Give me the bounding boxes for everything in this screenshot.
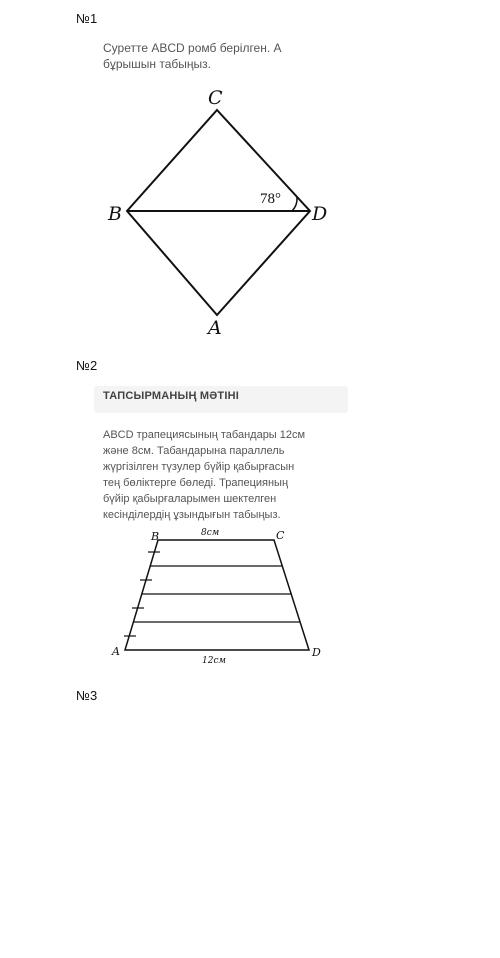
task-text-header [94, 386, 348, 413]
task-text-header-label: ТАПСЫРМАНЫҢ МӘТІНІ [103, 390, 239, 402]
task-2-text-line: және 8см. Табандарына параллель [103, 445, 285, 457]
task-2-text-line: тең бөліктерге бөледі. Трапецияның [103, 477, 289, 489]
vertex-label-b: B [151, 530, 160, 543]
task-2-text-line: кесінділердің ұзындығын табыңыз. [103, 509, 281, 521]
task-2-text-line: ABCD трапециясының табандары 12см [103, 429, 306, 441]
task-2-number: №2 [76, 358, 98, 373]
task-2-text [103, 427, 333, 523]
task-2-text-line: жүргізілген түзулер бүйір қабырғасын [103, 461, 295, 473]
vertex-label-c: C [276, 529, 285, 542]
vertex-label-d: D [312, 646, 321, 659]
bottom-base-label: 12см [202, 656, 226, 666]
task-2-text-line: бүйір қабырғаларымен шектелген [103, 493, 277, 505]
vertex-label-a: A [112, 645, 120, 658]
trapezoid-figure [0, 525, 500, 675]
vertex-label-a: A [208, 317, 222, 339]
task-3-number: №3 [76, 688, 98, 703]
angle-label: 78° [260, 191, 281, 207]
task-1-text-line: Суретте ABCD ромб берілген. А [103, 41, 282, 55]
vertex-label-c: C [208, 87, 223, 109]
angle-arc [292, 197, 297, 211]
rhombus-figure [0, 80, 500, 345]
rhombus-outline [127, 110, 310, 315]
vertex-label-d: D [312, 203, 328, 225]
task-1-text-line: бұрышын табыңыз. [103, 57, 212, 71]
trapezoid-outline [125, 540, 309, 650]
task-1-number: №1 [76, 11, 98, 26]
top-base-label: 8см [201, 528, 220, 538]
vertex-label-b: B [108, 203, 122, 225]
task-1-text [103, 40, 303, 72]
